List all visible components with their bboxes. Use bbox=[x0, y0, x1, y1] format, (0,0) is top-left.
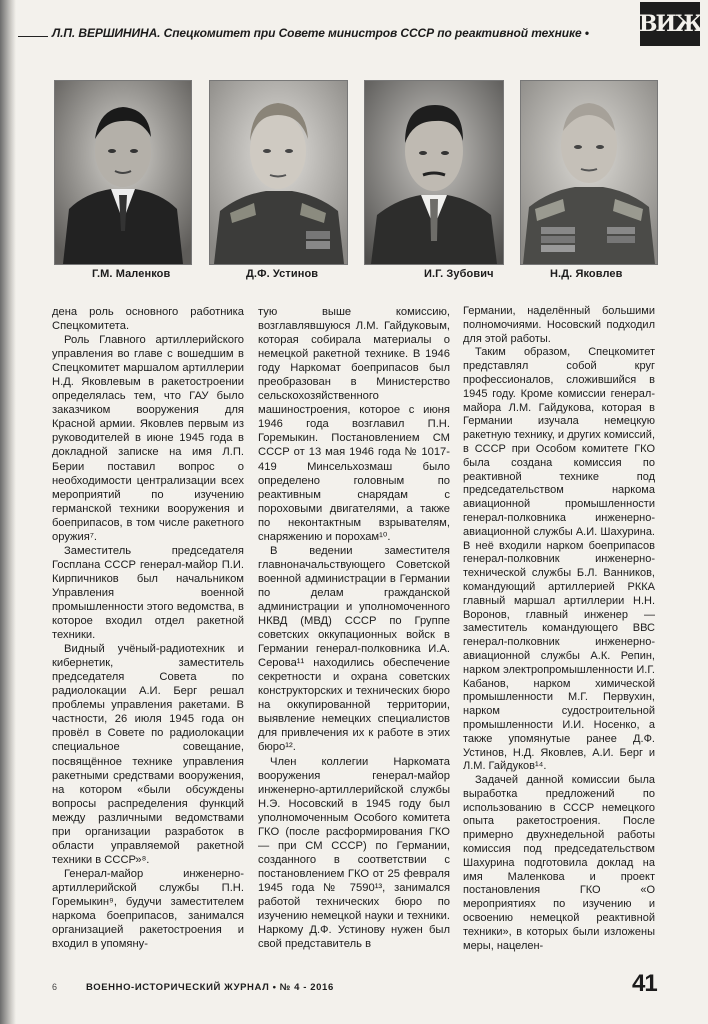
paragraph: Заместитель председателя Госплана СССР генерал-майор П.И. Кирпичников был начальником Управления военной промышленности этого ведомства, в которое входил отдел ракетной техники. bbox=[52, 544, 244, 642]
portrait-photo bbox=[209, 80, 348, 265]
footer-journal-title: ВОЕННО-ИСТОРИЧЕСКИЙ ЖУРНАЛ • № 4 - 2016 bbox=[86, 982, 334, 993]
portrait-photo bbox=[364, 80, 504, 265]
paragraph: Таким образом, Спецкомитет представлял собой круг профессионалов, сложившийся в 1945 году. Кроме комиссии генерал-майора Л.М. Гайдукова, которая в Германии изучала немецкую ракетную технику, и других комиссий, в СССР при Особом комитете ГКО была создана комиссия по реактивной технике под председательством наркома авиационной промышленности генерал-полковника инженерно-авиационной службы А.И. Шахурина. В неё входили нарком боеприпасов генерал-полковник инженерно-технической службы Б.Л. Ванников, командующий артиллерией РККА главный маршал артиллерии Н.Н. Воронов, главный инженер — заместитель командующего ВВС генерал-полковник инженерно-авиационной службы А.К. Репин, нарком электропромышленности И.Г. Кабанов, нарком химической промышленности М.Г. Первухин, нарком судостроительной промышленности И.И. Носенко, а также упомянутые ранее Д.Ф. Устинов, Н.Д. Яковлев, А.И. Берг и Л.М. Гайдуков¹⁴. bbox=[463, 346, 655, 773]
page-binding-shadow bbox=[0, 0, 16, 1024]
paragraph: Роль Главного артиллерийского управления во главе с вошедшим в Спецкомитет маршалом артиллерии Н.Д. Яковлевым в ракетостроении определялась тем, что ГАУ было заказчиком вооружения для Красной армии. Яковлев первым из руководителей в июне 1945 года в докладной записке на имя Л.П. Берии поставил вопрос о необходимости централизации всех мероприятий по изучению германской техники вооружения и боеприпасов, в том числе ракетного оружия⁷. bbox=[52, 334, 244, 543]
journal-logo: ВИЖ bbox=[640, 2, 700, 46]
paragraph: Задачей данной комиссии была выработка предложений по использованию в СССР немецкого опыта ракетостроения. После примерно двухнедельной работы комиссия под председательством Шахурина подготовила доклад на имя Маленкова и проект постановления ГКО «О мероприятиях по изучению и освоению немецкой реактивной техники», в которых были изложены меры, нацелен- bbox=[463, 774, 655, 952]
paragraph: Член коллегии Наркомата вооружения генерал-майор инженерно-артиллерийской службы Н.Э. Носовский в 1945 году был уполномоченным Особого комитета ГКО (после расформирования ГКО — при СМ СССР) по Германии, созданного в соответствии с постановлением ГКО от 25 февраля 1945 года № 7590¹³, занимался работой технических бюро по изучению немецкой науки и техники. Наркому Д.Ф. Устинову нужен был свой представитель в bbox=[258, 755, 450, 951]
portrait-photo bbox=[54, 80, 192, 265]
paragraph: В ведении заместителя главноначальствующего Советской военной администрации в Германии по делам гражданской администрации и уполномоченного НКВД (МВД) СССР по Группе советских оккупационных войск в Германии генерал-полковника И.А. Серова¹¹ находились обеспечение секретности и охрана советских конструкторских и технических бюро на оккупированной территории, выявление немецких специалистов для привлечения их к работе в этих бюро¹². bbox=[258, 544, 450, 754]
photo-caption: Г.М. Маленков bbox=[92, 268, 171, 280]
text-column-3 bbox=[463, 305, 655, 953]
photo-caption: Д.Ф. Устинов bbox=[246, 268, 319, 280]
page-number: 41 bbox=[632, 970, 657, 997]
paragraph: дена роль основного работника Спецкомитета. bbox=[52, 306, 244, 333]
photo-caption: И.Г. Зубович bbox=[424, 268, 494, 280]
text-column-1 bbox=[52, 305, 244, 951]
photo-caption: Н.Д. Яковлев bbox=[550, 268, 623, 280]
paragraph: Германии, наделённый большими полномочиями. Носовский подходил для этой работы. bbox=[463, 305, 655, 345]
paragraph: Видный учёный-радиотехник и кибернетик, заместитель председателя Совета по радиолокации А.И. Берг решал проблемы управления ракетами. В частности, 26 июля 1945 года он провёл в Совете по радиолокации специальное совещание, посвящённое технике управления ракетными средствами вооружения, на котором «были обсуждены вопросы распределения функций между различными ведомствами при организации разработок в области управляемой ракетной техники в СССР»⁸. bbox=[52, 643, 244, 866]
footer-small-number: 6 bbox=[52, 982, 58, 992]
paragraph: Генерал-майор инженерно-артиллерийской службы П.Н. Горемыкин⁹, будучи заместителем наркома боеприпасов, занимался организацией ракетостроения и входил в упомяну- bbox=[52, 867, 244, 951]
text-column-2 bbox=[258, 305, 450, 951]
paragraph: тую выше комиссию, возглавлявшуюся Л.М. Гайдуковым, которая собирала материалы о немецкой ракетной технике. В 1946 году Наркомат боеприпасов был преобразован в Министерство сельскохозяйственного машиностроения, которое с июня 1946 года возглавил П.Н. Горемыкин. Постановлением СМ СССР от 13 мая 1946 года № 1017-419 Минсельхозмаш было определено головным по реактивным снарядам с пороховыми двигателями, а также по неконтактным взрывателям, снаряжению и порохам¹⁰. bbox=[258, 306, 450, 543]
running-head: Л.П. ВЕРШИНИНА. Спецкомитет при Совете министров СССР по реактивной технике • bbox=[48, 26, 632, 40]
portrait-photo bbox=[520, 80, 658, 265]
